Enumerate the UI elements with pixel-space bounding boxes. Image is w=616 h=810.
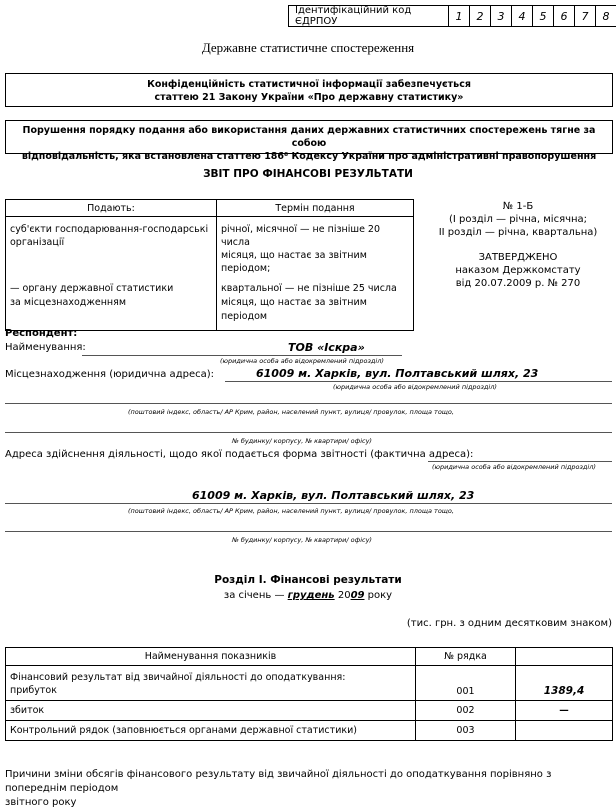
building-line	[5, 432, 612, 433]
fin-row	[6, 666, 613, 701]
fin-header-name: Найменування показників	[6, 648, 416, 666]
fin-row-name: Контрольний рядок (заповнюється органами державної статистики)	[6, 721, 416, 741]
terms-header-when: Термін подання	[217, 200, 414, 217]
period-year-prefix: 20	[337, 590, 351, 601]
form-info	[420, 200, 616, 290]
terms-when: місяця, що настає за звітним періодом;	[221, 250, 367, 274]
edrpou-code-box	[288, 5, 616, 27]
actual-address-input[interactable]: 61009 м. Харків, вул. Полтавський шлях, 23	[192, 489, 475, 502]
fin-row-code: 001	[416, 666, 516, 701]
edrpou-digit[interactable]: 7	[575, 6, 596, 26]
form-approved: ЗАТВЕРДЖЕНО	[478, 252, 558, 263]
fin-row-name: Фінансовий результат від звичайної діяльності до оподаткування:	[10, 672, 346, 683]
period-prefix: за січень —	[223, 590, 285, 601]
actual-address-label: Адреса здійснення діяльності, щодо якої подається форма звітності (фактична адреса):	[5, 449, 474, 460]
terms-when: місяця, що настає за звітним періодом	[221, 297, 367, 322]
actual-address-underline	[428, 461, 612, 462]
violation-line: відповідальність, яка встановлена статтею 186⁶ Кодексу України про адміністративні правопорушення	[21, 151, 597, 162]
form-sections: (І розділ — річна, місячна;	[448, 214, 588, 225]
submission-terms-table	[5, 199, 414, 331]
confidentiality-line: статтею 21 Закону України «Про державну статистику»	[154, 92, 464, 103]
terms-who: суб'єкти господарювання-господарські	[10, 224, 209, 235]
period-suffix: року	[367, 590, 393, 601]
terms-row	[6, 217, 414, 276]
terms-row	[6, 275, 414, 331]
fin-row-code: 003	[416, 721, 516, 741]
fin-row	[6, 701, 613, 721]
form-number: № 1-Б	[502, 201, 534, 212]
violation-box	[5, 120, 613, 162]
fin-row-value-input[interactable]: —	[516, 701, 613, 721]
edrpou-digit[interactable]: 8	[602, 9, 610, 23]
fin-row-value-input[interactable]: 1389,4	[516, 666, 613, 701]
edrpou-label: Ідентифікаційний код ЄДРПОУ	[289, 6, 449, 26]
reasons-text	[5, 768, 613, 810]
edrpou-digit[interactable]: 5	[533, 6, 554, 26]
fin-row-name: прибуток	[10, 685, 57, 696]
confidentiality-box	[5, 73, 613, 107]
address-line	[5, 403, 612, 404]
fin-header-value	[516, 648, 613, 666]
actual-building-caption: № будинку/ корпусу, № квартири/ офісу)	[232, 536, 372, 544]
form-sections: ІІ розділ — річна, квартальна)	[438, 227, 598, 238]
reasons-line: Причини зміни обсягів фінансового результату від звичайної діяльності до оподаткування порівняно з попереднім періодом	[5, 769, 552, 794]
confidentiality-line: Конфіденційність статистичної інформації забезпечується	[147, 79, 471, 90]
edrpou-digit[interactable]: 1	[449, 6, 470, 26]
section-title: Розділ І. Фінансові результати	[214, 574, 402, 586]
actual-address-caption: (юридична особа або відокремлений підрозділ)	[432, 463, 596, 471]
name-label: Найменування:	[5, 342, 86, 353]
period-year-input[interactable]: 09	[350, 590, 365, 601]
financial-results-table	[5, 647, 613, 741]
section-period	[0, 590, 616, 601]
edrpou-digit[interactable]: 3	[491, 6, 512, 26]
name-caption: (юридична особа або відокремлений підрозділ)	[220, 357, 384, 365]
address-caption: (поштовий індекс, область/ АР Крим, район, населений пункт, вулиця/ провулок, площа тощо,	[128, 408, 454, 416]
terms-who: — органу державної статистики	[10, 283, 174, 294]
terms-header-who: Подають:	[6, 200, 217, 217]
report-title: ЗВІТ ПРО ФІНАНСОВІ РЕЗУЛЬТАТИ	[203, 168, 413, 180]
edrpou-digit[interactable]: 6	[554, 6, 575, 26]
building-caption: № будинку/ корпусу, № квартири/ офісу)	[232, 437, 372, 445]
location-caption: (юридична особа або відокремлений підрозділ)	[333, 383, 497, 391]
reasons-line: звітного року	[5, 797, 77, 808]
actual-address-line	[5, 503, 612, 504]
name-input[interactable]: ТОВ «Іскра»	[288, 341, 365, 354]
terms-who: за місцезнаходженням	[10, 297, 127, 308]
fin-row	[6, 721, 613, 741]
period-month-input[interactable]: грудень	[287, 590, 335, 601]
fin-row-code: 002	[416, 701, 516, 721]
terms-when: річної, місячної — не пізніше 20 числа	[221, 224, 381, 248]
units-note: (тис. грн. з одним десятковим знаком)	[406, 618, 612, 629]
header-title: Державне статистичне спостереження	[201, 40, 415, 55]
actual-address-caption-2: (поштовий індекс, область/ АР Крим, район, населений пункт, вулиця/ провулок, площа тощо,	[128, 507, 454, 515]
form-order: наказом Держкомстату	[455, 265, 581, 276]
fin-row-value-input[interactable]	[516, 721, 613, 741]
edrpou-digit[interactable]: 2	[470, 6, 491, 26]
terms-who: організації	[10, 237, 65, 248]
location-input[interactable]: 61009 м. Харків, вул. Полтавський шлях, 23	[256, 367, 539, 380]
violation-line: Порушення порядку подання або використання даних державних статистичних спостережень тягне за собою	[22, 125, 596, 149]
actual-building-line	[5, 531, 612, 532]
location-label: Місцезнаходження (юридична адреса):	[5, 369, 214, 380]
fin-row-name: збиток	[6, 701, 416, 721]
respondent-heading: Респондент:	[5, 328, 78, 339]
terms-when: квартальної — не пізніше 25 числа	[221, 283, 397, 294]
fin-header-code: № рядка	[416, 648, 516, 666]
edrpou-digit[interactable]: 4	[512, 6, 533, 26]
form-date: від 20.07.2009 р. № 270	[455, 278, 581, 289]
name-underline	[82, 355, 402, 356]
location-underline	[225, 381, 612, 382]
